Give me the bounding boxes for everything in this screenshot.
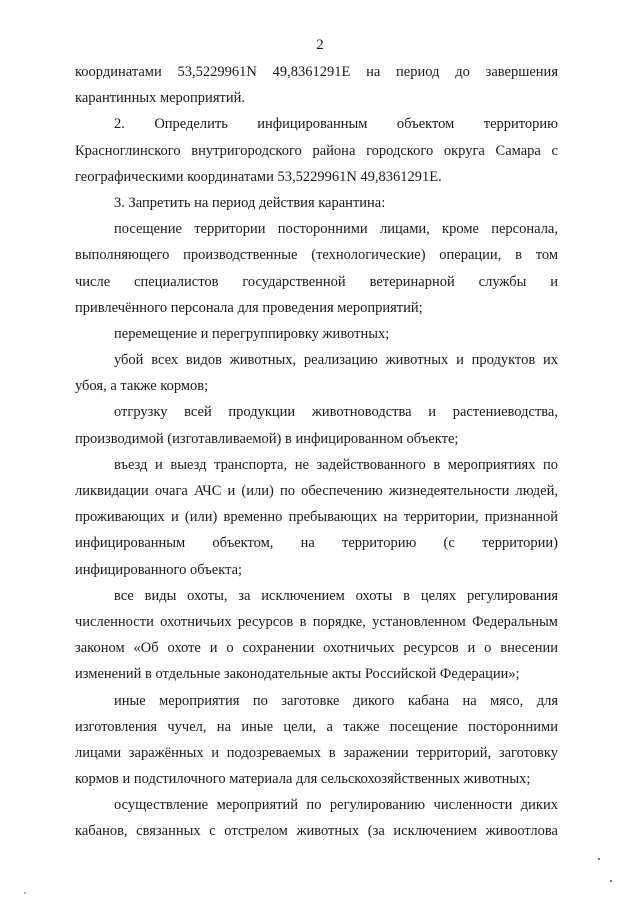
paragraph-6 <box>75 347 558 399</box>
text-line: перемещение и перегруппировку животных; <box>114 325 390 342</box>
text-line: отгрузку всей продукции животноводства и растениеводства, <box>114 404 558 421</box>
text-line: численности охотничьих ресурсов в порядке, установленном Федеральным <box>75 613 558 630</box>
text-line: инфицированным объектом, на территорию (с территории) <box>75 535 558 552</box>
paragraph-1 <box>75 59 558 111</box>
paragraph-8 <box>75 452 558 583</box>
text-line: убой всех видов животных, реализацию животных и продуктов их <box>114 352 558 369</box>
text-line: лицами заражённых и подозреваемых в заражении территорий, заготовку <box>75 744 558 761</box>
text-line: изменений в отдельные законодательные акты Российской Федерации»; <box>75 666 520 683</box>
text-line: выполняющего производственные (технологические) операции, в том <box>75 247 558 264</box>
paragraph-10 <box>75 688 558 793</box>
text-line: изготовления чучел, на иные цели, а также посещение посторонними <box>75 718 558 735</box>
document-body <box>75 59 558 845</box>
paragraph-4 <box>75 216 558 321</box>
text-line: 2. Определить инфицированным объектом территорию <box>114 116 558 133</box>
text-line: инфицированного объекта; <box>75 561 243 578</box>
text-line: производимой (изготавливаемой) в инфицированном объекте; <box>75 430 459 447</box>
paragraph-3 <box>75 190 558 216</box>
text-line: кормов и подстилочного материала для сельскохозяйственных животных; <box>75 771 531 788</box>
scan-speck <box>610 880 612 882</box>
paragraph-2 <box>75 111 558 190</box>
text-line: убоя, а также кормов; <box>75 378 209 395</box>
text-line: иные мероприятия по заготовке дикого кабана на мясо, для <box>114 692 558 709</box>
paragraph-7 <box>75 399 558 451</box>
paragraph-9 <box>75 583 558 688</box>
scan-speck <box>24 892 26 894</box>
text-line: координатами 53,5229961N 49,8361291E на период до завершения <box>75 64 558 80</box>
text-line: законом «Об охоте и о сохранении охотничьих ресурсов и о внесении <box>75 640 558 657</box>
text-line: посещение территории посторонними лицами, кроме персонала, <box>114 221 558 238</box>
text-line: числе специалистов государственной ветеринарной службы и <box>75 273 558 290</box>
text-line: кабанов, связанных с отстрелом животных (за исключением живоотлова <box>75 823 558 840</box>
text-line: ликвидации очага АЧС и (или) по обеспечению жизнедеятельности людей, <box>75 483 558 499</box>
text-line: карантинных мероприятий. <box>75 90 245 107</box>
page-number: 2 <box>316 37 324 53</box>
text-line: осуществление мероприятий по регулированию численности диких <box>114 797 558 814</box>
text-line: привлечённого персонала для проведения мероприятий; <box>75 299 423 316</box>
text-line: все виды охоты, за исключением охоты в целях регулирования <box>114 587 558 604</box>
text-line: Красноглинского внутригородского района городского округа Самара с <box>75 142 558 159</box>
text-line: проживающих и (или) временно пребывающих на территории, признанной <box>75 509 558 526</box>
text-line: въезд и выезд транспорта, не задействованного в мероприятиях по <box>114 456 558 473</box>
scan-speck <box>598 858 600 860</box>
paragraph-5 <box>75 321 558 347</box>
paragraph-11 <box>75 792 558 844</box>
text-line: 3. Запретить на период действия карантина: <box>114 194 386 211</box>
text-line: географическими координатами 53,5229961N 49,8361291E. <box>75 168 442 185</box>
